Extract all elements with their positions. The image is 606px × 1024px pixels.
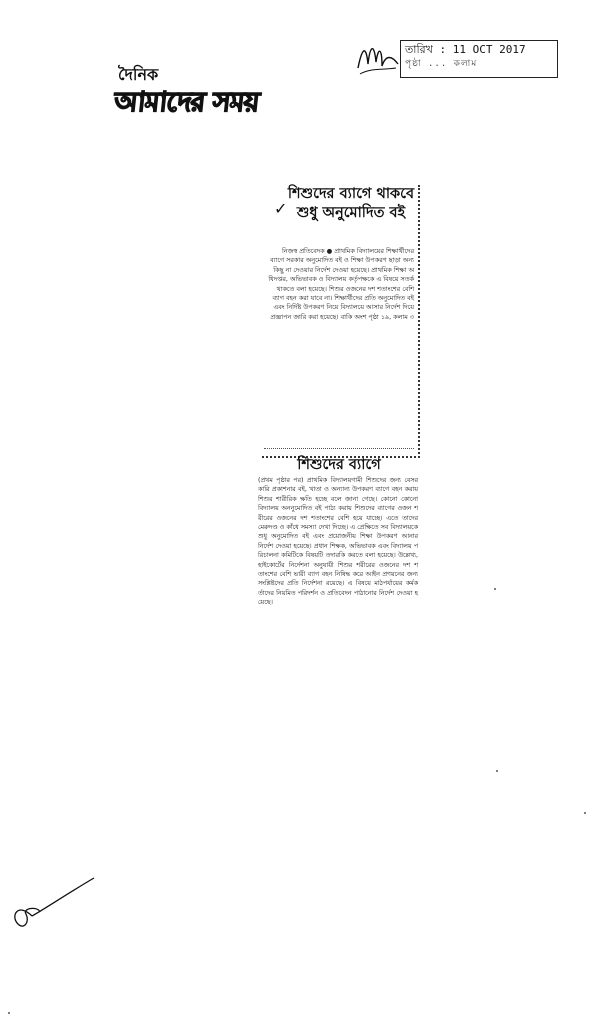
- signature-scribble-top: [352, 38, 402, 82]
- check-mark-icon: ✓: [274, 199, 288, 218]
- scan-speck: [8, 1012, 10, 1014]
- stamp-date: 11 OCT 2017: [452, 43, 526, 56]
- signature-scribble-bottom: [10, 872, 110, 932]
- stamp-date-label: তারিখ: [405, 43, 433, 56]
- date-stamp: তারিখ : 11 OCT 2017 পৃষ্ঠা ... কলাম: [400, 40, 558, 78]
- publication-name: আমাদের সময়: [112, 87, 261, 118]
- scan-speck: [494, 588, 496, 590]
- publication-prefix: দৈনিক: [118, 65, 159, 84]
- stamp-page-label: পৃষ্ঠা ... কলাম: [405, 59, 478, 69]
- scan-speck: [496, 770, 498, 772]
- news-clipping-front: [262, 185, 420, 458]
- scan-speck: [584, 812, 586, 814]
- clipping-body-continued: (প্রথম পৃষ্ঠার পর) প্রাথমিক বিদ্যালয়গামী শিশুদের জন্য বেসরকারি প্রকাশনার বই, খাতা ও অন্যান্য উপকরণ ব্যাগে বহন করায় শিশুর শারীরিক ক্ষতি হচ্ছে বলে জানা গেছে। কোনো কোনো বিদ্যালয় অননুমোদিত বই পাঠ্য করায় শিশুদের ব্যাগের ওজন শরীরের ওজনের দশ শতাংশের বেশি হয়ে যাচ্ছে। এতে তাদের মেরুদণ্ড ও কাঁধে সমস্যা দেখা দিচ্ছে। এ প্রেক্ষিতে সব বিদ্যালয়কে শুধু অনুমোদিত বই এবং প্রয়োজনীয় শিক্ষা উপকরণ আনার নির্দেশ দেওয়া হয়েছে। প্রধান শিক্ষক, অভিভাবক এবং বিদ্যালয় পরিচালনা কমিটিকে বিষয়টি তদারকি করতে বলা হয়েছে। উল্লেখ্য, হাইকোর্টের নির্দেশনা অনুযায়ী শিশুর শরীরের ওজনের দশ শতাংশের বেশি ভারী ব্যাগ বহন নিষিদ্ধ করে আইন প্রণয়নের জন্য সংশ্লিষ্টদের প্রতি নির্দেশনা রয়েছে। এ বিষয়ে মাঠপর্যায়ের কর্মকর্তাদের নিয়মিত পরিদর্শন ও প্রতিবেদন পাঠানোর নির্দেশ দেওয়া হয়েছে।: [258, 477, 418, 607]
- clipping-headline: শিশুদের ব্যাগে থাকবে শুধু অনুমোদিত বই: [287, 186, 415, 221]
- news-clipping-continued: [254, 448, 422, 748]
- clipping-headline-continued: শিশুদের ব্যাগে: [297, 457, 381, 473]
- clipping-divider: [264, 448, 414, 449]
- clipping-body: নিজস্ব প্রতিবেদক ● প্রাথমিক বিদ্যালয়ের শিক্ষার্থীদের ব্যাগে সরকার অনুমোদিত বই ও শিক্ষা উপকরণ ছাড়া অন্য কিছু না দেওয়ার নির্দেশ দেওয়া হয়েছে। প্রাথমিক শিক্ষা অধিদপ্তর, অভিভাবক ও বিদ্যালয় কর্তৃপক্ষকে এ বিষয়ে সতর্ক থাকতে বলা হয়েছে। শিশুর ওজনের দশ শতাংশের বেশি ব্যাগ বহন করা যাবে না। শিক্ষার্থীদের প্রতি অনুমোদিত বই এবং নির্দিষ্ট উপকরণ নিয়ে বিদ্যালয়ে আসার নির্দেশ দিয়ে প্রজ্ঞাপন জারি করা হয়েছে। বাকি অংশ পৃষ্ঠা ১৯, কলাম ৩: [268, 247, 414, 321]
